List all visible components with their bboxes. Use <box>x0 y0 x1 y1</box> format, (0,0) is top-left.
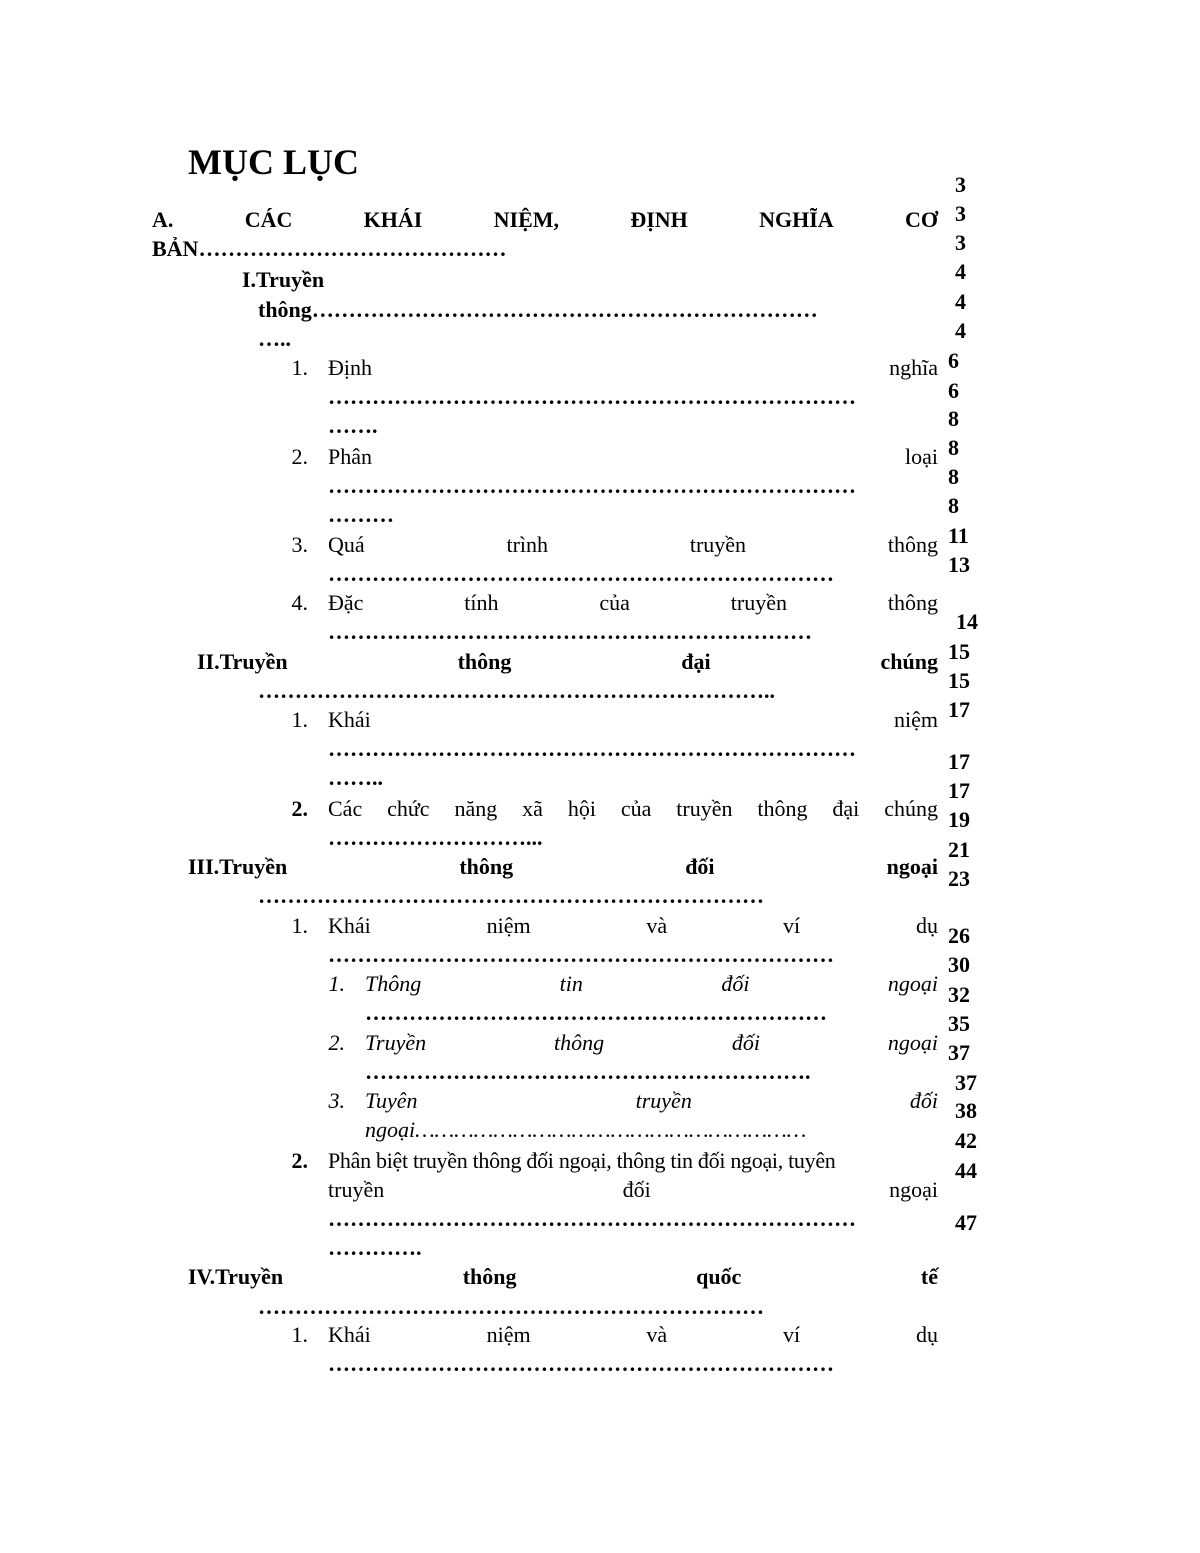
toc-entry-number: 1. <box>328 971 345 996</box>
toc-entry-iv-1[interactable] <box>291 1320 938 1378</box>
toc-heading: MỤC LỤC <box>188 142 359 182</box>
toc-entry-number: 2. <box>291 796 308 821</box>
toc-entry-leader: …….. <box>328 765 383 790</box>
toc-entry-ii-title[interactable] <box>197 647 938 676</box>
page-number: 8 <box>948 464 959 489</box>
page-number: 19 <box>948 807 970 832</box>
toc-entry-number: 2. <box>291 1148 308 1173</box>
page-number: 4 <box>955 289 966 314</box>
toc-entry-title: A. CÁC KHÁI NIỆM, ĐỊNH NGHĨA CƠ <box>152 207 938 232</box>
page-number: 11 <box>948 523 969 548</box>
page-number: 8 <box>948 435 959 460</box>
toc-entry-title: Khái niệm và ví dụ <box>328 913 938 938</box>
page-number: 37 <box>948 1040 970 1065</box>
toc-entry-leader: ………………………………………………………… <box>328 619 812 644</box>
toc-entry-leader: ……. <box>328 413 378 438</box>
toc-entry-leader: …………………………………………………………… <box>328 942 834 967</box>
toc-entry-i[interactable] <box>258 295 948 353</box>
page-number: 3 <box>955 201 966 226</box>
toc-entry-title: Quá trình truyền thông <box>328 532 938 557</box>
toc-entry-title: Định nghĩa <box>328 355 938 380</box>
toc-entry-i-4[interactable] <box>291 588 938 646</box>
toc-entry-iii-1-2[interactable] <box>328 1028 938 1086</box>
toc-entry-iii-2[interactable] <box>291 1146 938 1262</box>
toc-entry-ii-2[interactable] <box>291 794 938 852</box>
toc-entry-iv[interactable] <box>258 1292 938 1321</box>
toc-entry-title: truyền đối ngoại <box>328 1177 938 1202</box>
toc-entry-leader: ……… <box>328 502 394 527</box>
toc-entry-iii-1-3[interactable] <box>328 1086 938 1144</box>
toc-entry-iv-title[interactable] <box>188 1262 938 1291</box>
page-number: 3 <box>955 172 966 197</box>
toc-entry-leader: ……………………………………………………………… <box>328 473 856 498</box>
toc-entry-number: 3. <box>291 532 308 557</box>
toc-entry-title: Tuyên truyền đối <box>365 1088 938 1113</box>
page-number: 44 <box>955 1158 977 1183</box>
page-number: 21 <box>948 837 970 862</box>
page-number: 15 <box>948 668 970 693</box>
page-number: 17 <box>948 749 970 774</box>
page-number: 15 <box>948 639 970 664</box>
toc-entry-number: 1. <box>291 707 308 732</box>
page-number: 6 <box>948 348 959 373</box>
toc-entry-leader: …………………………………………………………… <box>328 561 834 586</box>
page-number: 14 <box>956 609 978 634</box>
page-number: 32 <box>948 982 970 1007</box>
toc-entry-leader: …………. <box>328 1235 422 1260</box>
toc-entry-number: 2. <box>291 444 308 469</box>
toc-entry-number: 4. <box>291 590 308 615</box>
toc-entry-leader: ……………………………………………………. <box>365 1059 811 1084</box>
toc-entry-title: Thông tin đối ngoại <box>365 971 938 996</box>
page-number: 42 <box>955 1128 977 1153</box>
toc-entry-leader: thông…………………………………………………………… <box>258 297 818 322</box>
toc-entry-leader: ……………………………………………………………… <box>328 1206 856 1231</box>
page-number: 3 <box>955 230 966 255</box>
toc-entry-leader: ngoại…………………………………………………… <box>365 1117 807 1142</box>
page-number: 37 <box>955 1070 977 1095</box>
toc-entry-iii-1-1[interactable] <box>328 969 938 1027</box>
page-number: 4 <box>955 259 966 284</box>
toc-entry-title: Phân loại <box>328 444 938 469</box>
toc-entry-title: Các chức năng xã hội của truyền thông đại chúng <box>328 796 938 821</box>
toc-entry-title: II.Truyền thông đại chúng <box>197 649 938 674</box>
toc-entry-title: Đặc tính của truyền thông <box>328 590 938 615</box>
toc-entry-title: IV.Truyền thông quốc tế <box>188 1264 938 1289</box>
toc-entry-title: Khái niệm và ví dụ <box>328 1322 938 1347</box>
page-number: 6 <box>948 378 959 403</box>
toc-entry-number: 1. <box>291 1322 308 1347</box>
toc-entry-leader: …………………………………………………………… <box>328 1351 834 1376</box>
toc-entry-leader: …………………………………………………………… <box>258 883 764 908</box>
page-number: 13 <box>948 552 970 577</box>
page-number: 8 <box>948 493 959 518</box>
toc-entry-i-2[interactable] <box>291 442 938 529</box>
toc-entry-i-1[interactable] <box>291 353 938 440</box>
page-number: 23 <box>948 866 970 891</box>
toc-entry-leader: ……………………………………………………………… <box>328 736 856 761</box>
page-number: 30 <box>948 952 970 977</box>
page-number: 17 <box>948 697 970 722</box>
toc-entry-iii[interactable] <box>258 881 938 910</box>
page-number: 26 <box>948 923 970 948</box>
toc-entry-title: Phân biệt truyền thông đối ngoại, thông tin đối ngoại, tuyên <box>328 1148 836 1173</box>
toc-entry-title: Khái niệm <box>328 707 938 732</box>
toc-entry-title: Truyền thông đối ngoại <box>365 1030 938 1055</box>
toc-entry-leader: ………………………... <box>328 825 543 850</box>
page-number: 17 <box>948 778 970 803</box>
page-number: 47 <box>955 1210 977 1235</box>
toc-entry-number: 2. <box>328 1030 345 1055</box>
toc-entry-leader: ……………………………………………………… <box>365 1000 827 1025</box>
toc-entry-leader: …………………………………………………………….. <box>258 678 775 703</box>
toc-entry-leader: ….. <box>258 326 291 351</box>
toc-entry-a[interactable] <box>152 205 938 263</box>
page-number: 4 <box>955 318 966 343</box>
page-number: 38 <box>955 1098 977 1123</box>
toc-entry-leader: BẢN…………………………………… <box>152 236 507 261</box>
toc-entry-leader: ……………………………………………………………… <box>328 384 856 409</box>
toc-entry-title: III.Truyền thông đối ngoại <box>188 854 938 879</box>
toc-entry-iii-title[interactable] <box>188 852 938 881</box>
toc-entry-ii[interactable] <box>258 676 938 705</box>
toc-entry-ii-1[interactable] <box>291 705 938 792</box>
toc-entry-number: 1. <box>291 355 308 380</box>
toc-entry-iii-1[interactable] <box>291 911 938 969</box>
toc-entry-number: 3. <box>328 1088 345 1113</box>
toc-entry-number: 1. <box>291 913 308 938</box>
toc-entry-i-3[interactable] <box>291 530 938 588</box>
page-number: 8 <box>948 406 959 431</box>
page-number: 35 <box>948 1011 970 1036</box>
toc-entry-title[interactable]: I.Truyền <box>242 267 325 292</box>
toc-entry-leader: …………………………………………………………… <box>258 1294 764 1319</box>
